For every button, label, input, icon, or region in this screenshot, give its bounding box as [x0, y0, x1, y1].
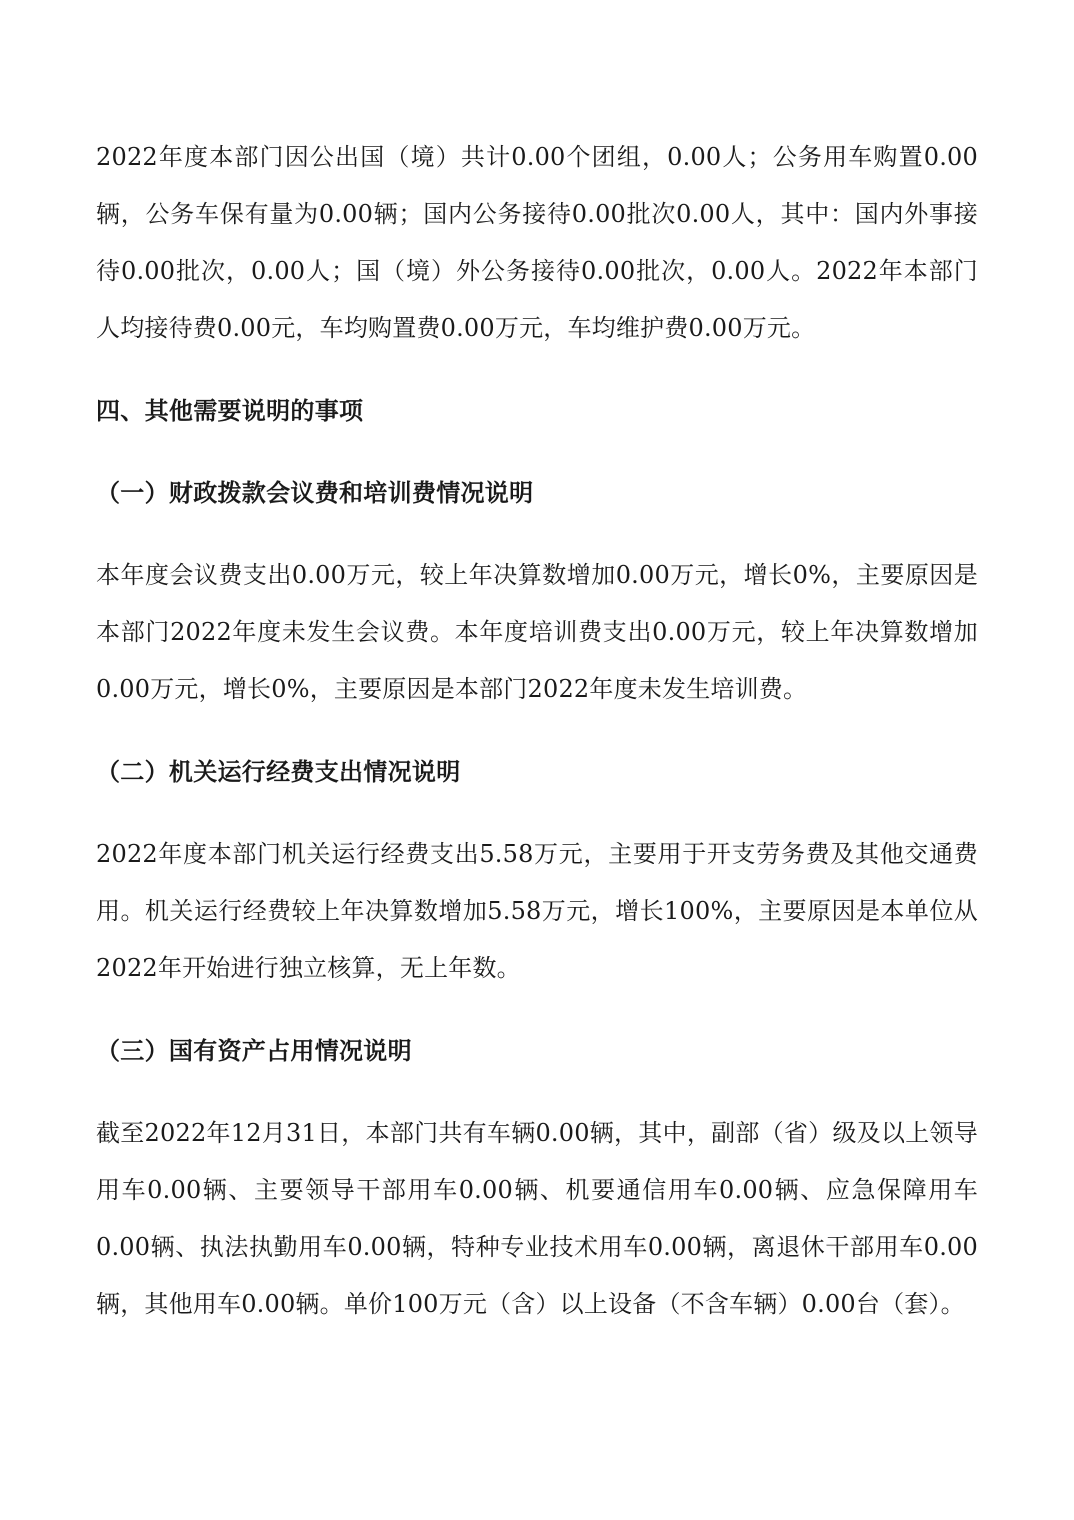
paragraph-operating-expenses: 2022年度本部门机关运行经费支出5.58万元，主要用于开支劳务费及其他交通费用。机关运行经费较上年决算数增加5.58万元，增长100%，主要原因是本单位从2022年开始进行独立核算，无上年数。 [96, 840, 978, 982]
subsection-heading-meeting-training: （一）财政拨款会议费和培训费情况说明 [96, 479, 534, 507]
paragraph-state-assets: 截至2022年12月31日，本部门共有车辆0.00辆，其中，副部（省）级及以上领导用车0.00辆、主要领导干部用车0.00辆、机要通信用车0.00辆、应急保障用车0.00辆、执法执勤用车0.00辆，特种专业技术用车0.00辆，离退休干部用车0.00辆，其他用车0.00辆。单价100万元（含）以上设备（不含车辆）0.00台（套）。 [96, 1119, 978, 1318]
paragraph-meeting-training: 本年度会议费支出0.00万元，较上年决算数增加0.00万元，增长0%，主要原因是本部门2022年度未发生会议费。本年度培训费支出0.00万元，较上年决算数增加0.00万元，增长0%，主要原因是本部门2022年度未发生培训费。 [96, 561, 978, 703]
paragraph-overseas-reception: 2022年度本部门因公出国（境）共计0.00个团组，0.00人；公务用车购置0.00辆，公务车保有量为0.00辆；国内公务接待0.00批次0.00人，其中：国内外事接待0.00批次，0.00人；国（境）外公务接待0.00批次，0.00人。2022年本部门人均接待费0.00元，车均购置费0.00万元，车均维护费0.00万元。 [96, 143, 978, 342]
document-page [96, 129, 978, 1333]
section-heading-other-matters: 四、其他需要说明的事项 [96, 397, 364, 425]
subsection-heading-operating-expenses: （二）机关运行经费支出情况说明 [96, 758, 461, 786]
subsection-heading-state-assets: （三）国有资产占用情况说明 [96, 1037, 412, 1065]
